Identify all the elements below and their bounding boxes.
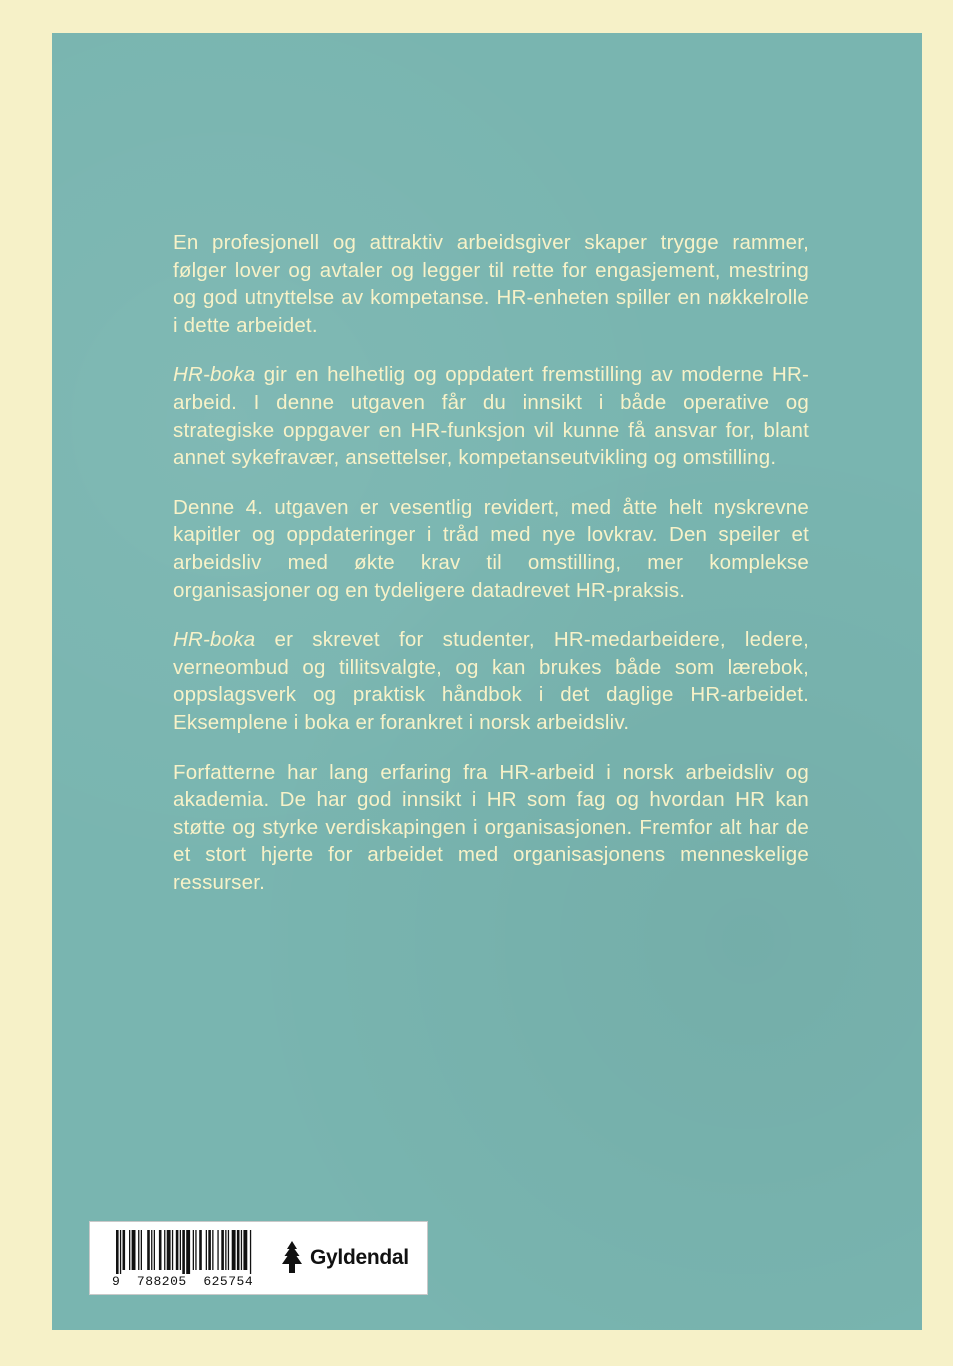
back-cover <box>52 33 922 1330</box>
paragraph-1: En profesjonell og attraktiv arbeidsgiver skaper trygge rammer, følger lover og avtaler og legger til rette for engasjement, mestring og god utnyttelse av kompetanse. HR-enheten spiller en nøkkelrolle i dette arbeidet. <box>173 231 809 337</box>
isbn-number: 9 788205 625754 <box>112 1274 254 1289</box>
paragraph-5: Forfatterne har lang erfaring fra HR-arbeid i norsk arbeidsliv og akademia. De har god innsikt i HR som fag og hvordan HR kan støtte og styrke verdiskapingen i organisasjonen. Fremfor alt har de et stort hjerte for arbeidet med organisasjonens menneskelige ressurser. <box>173 760 809 894</box>
paragraph-2: HR-boka gir en helhetlig og oppdatert fremstilling av moderne HR-arbeid. I denne utgaven får du innsikt i både operative og strategiske oppgaver en HR-funksjon vil kunne få ansvar for, blant annet sykefravær, ansettelser, kompetanseutvikling og omstilling. <box>173 363 809 470</box>
blurb-text <box>173 229 809 918</box>
tree-icon <box>278 1240 306 1276</box>
publisher-name: Gyldendal <box>310 1246 409 1269</box>
barcode-label <box>89 1221 428 1295</box>
book-title-italic: HR-boka <box>173 628 256 652</box>
book-title-italic: HR-boka <box>173 363 256 387</box>
paragraph-3: Denne 4. utgaven er vesentlig revidert, med åtte helt nyskrevne kapitler og oppdateringer i tråd med nye lovkrav. Den speiler et arbeidsliv med økte krav til omstilling, mer komplekse organisasjoner og en tydeligere datadrevet HR-praksis. <box>173 495 809 602</box>
barcode <box>114 1230 264 1276</box>
publisher-logo <box>278 1240 409 1276</box>
paragraph-4: HR-boka er skrevet for studenter, HR-medarbeidere, ledere, verneombud og tillitsvalgte, og kan brukes både som lærebok, oppslagsverk og praktisk håndbok i det daglige HR-arbeidet. Eksemplene i boka er forankret i norsk arbeidsliv. <box>173 628 809 734</box>
